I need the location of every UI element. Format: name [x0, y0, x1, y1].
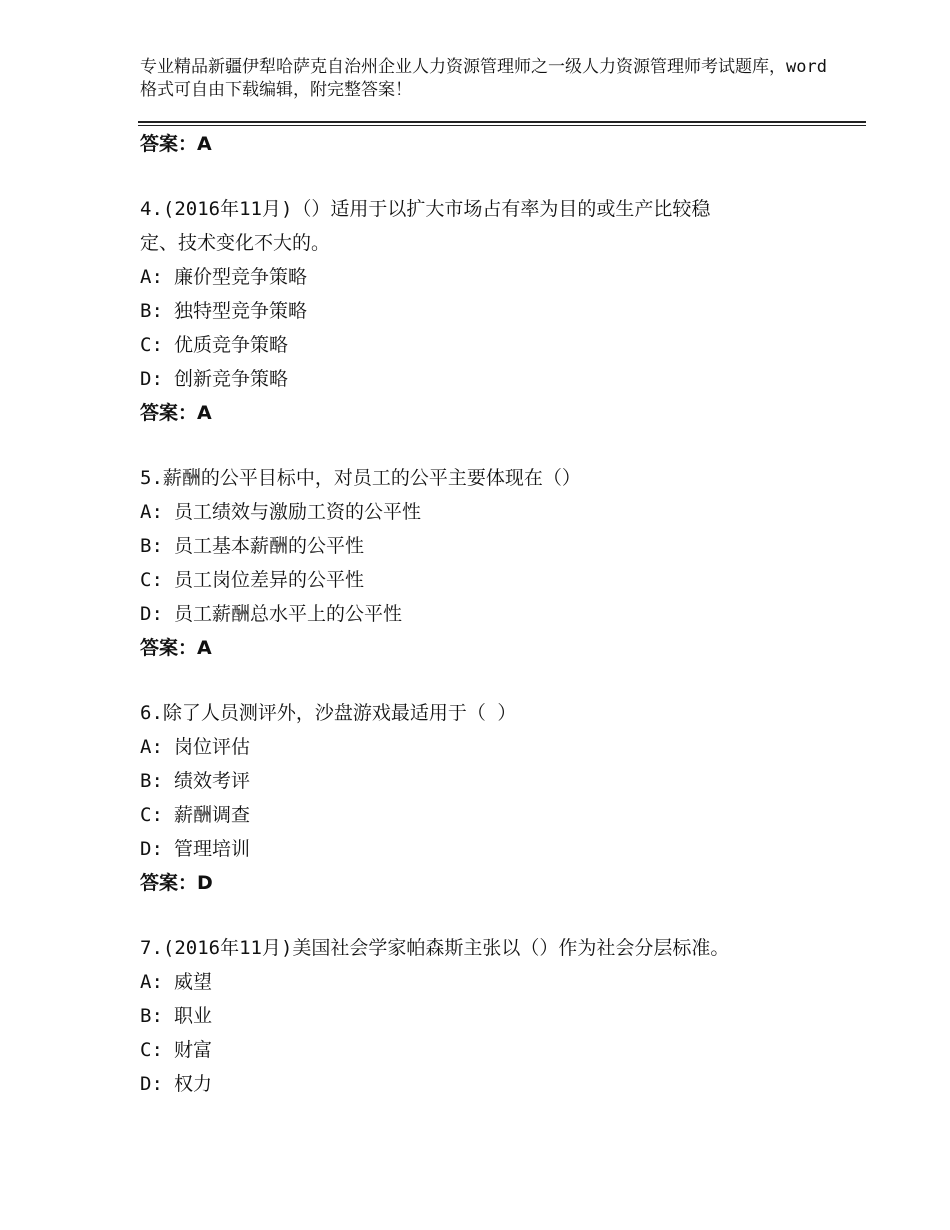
option-text: 管理培训: [174, 838, 251, 860]
header-rule-thin: [138, 125, 866, 126]
option-text: 廉价型竞争策略: [174, 266, 308, 288]
option-letter: C:: [140, 569, 163, 591]
option-letter: C:: [140, 1039, 163, 1061]
option-letter: A:: [140, 266, 163, 288]
option-a: [140, 965, 840, 999]
option-c: [140, 563, 840, 597]
option-d: [140, 832, 840, 866]
option-text: 薪酬调查: [174, 804, 251, 826]
option-letter: C:: [140, 804, 163, 826]
option-b: [140, 294, 840, 328]
option-letter: C:: [140, 334, 163, 356]
option-text: 财富: [174, 1039, 213, 1061]
option-letter: D:: [140, 1073, 163, 1095]
option-letter: B:: [140, 535, 163, 557]
question-stem: 6.除了人员测评外，沙盘游戏最适用于（ ）: [140, 702, 517, 724]
question-item: [140, 461, 840, 663]
question-stem-line: 定、技术变化不大的。: [140, 232, 331, 254]
option-text: 创新竞争策略: [174, 368, 289, 390]
question-item: [140, 696, 840, 898]
option-text: 员工绩效与激励工资的公平性: [174, 501, 422, 523]
option-letter: D:: [140, 368, 163, 390]
question-item: [140, 931, 840, 1101]
option-b: [140, 999, 840, 1033]
answer-label: 答案：A: [140, 402, 212, 424]
question-stem: 5.薪酬的公平目标中，对员工的公平主要体现在（）: [140, 467, 581, 489]
option-c: [140, 328, 840, 362]
option-letter: B:: [140, 770, 163, 792]
answer-label: 答案：A: [140, 133, 212, 155]
option-b: [140, 529, 840, 563]
option-letter: D:: [140, 838, 163, 860]
question-item: [140, 192, 840, 428]
option-d: [140, 597, 840, 631]
question-list: [140, 128, 840, 1101]
option-text: 员工基本薪酬的公平性: [174, 535, 365, 557]
option-text: 职业: [174, 1005, 213, 1027]
question-stem: [140, 192, 840, 260]
option-a: [140, 260, 840, 294]
option-text: 优质竞争策略: [174, 334, 289, 356]
option-text: 绩效考评: [174, 770, 251, 792]
option-text: 独特型竞争策略: [174, 300, 308, 322]
option-c: [140, 1033, 840, 1067]
option-text: 岗位评估: [174, 736, 251, 758]
option-d: [140, 1067, 840, 1101]
option-letter: A:: [140, 736, 163, 758]
header-rule-thick: [138, 121, 866, 123]
option-letter: A:: [140, 971, 163, 993]
option-letter: B:: [140, 1005, 163, 1027]
answer-label: 答案：D: [140, 872, 213, 894]
option-text: 员工岗位差异的公平性: [174, 569, 365, 591]
option-d: [140, 362, 840, 396]
document-header: 专业精品新疆伊犁哈萨克自治州企业人力资源管理师之一级人力资源管理师考试题库，word格式可自由下载编辑，附完整答案！: [140, 57, 827, 100]
option-text: 威望: [174, 971, 213, 993]
answer-label: 答案：A: [140, 637, 212, 659]
option-letter: D:: [140, 603, 163, 625]
option-a: [140, 730, 840, 764]
option-text: 权力: [174, 1073, 213, 1095]
option-b: [140, 764, 840, 798]
option-letter: A:: [140, 501, 163, 523]
option-c: [140, 798, 840, 832]
option-letter: B:: [140, 300, 163, 322]
option-text: 员工薪酬总水平上的公平性: [174, 603, 403, 625]
option-a: [140, 495, 840, 529]
question-stem: 7.(2016年11月)美国社会学家帕森斯主张以（）作为社会分层标准。: [140, 937, 730, 959]
question-stem-line: 4.(2016年11月)（）适用于以扩大市场占有率为目的或生产比较稳: [140, 198, 711, 220]
